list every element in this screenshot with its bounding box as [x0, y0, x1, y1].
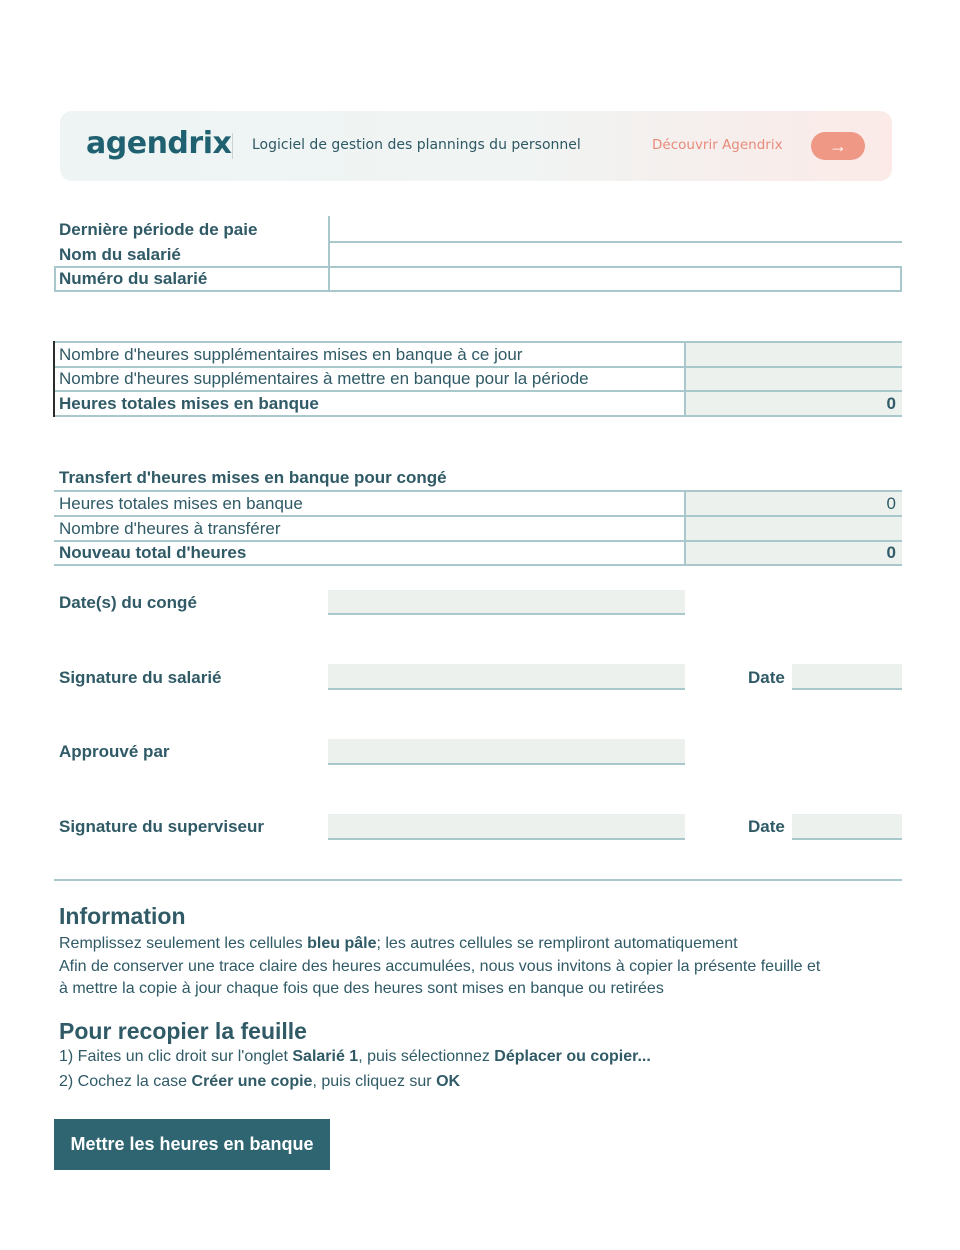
row-border: [900, 266, 902, 292]
approved-by-input[interactable]: [328, 739, 685, 765]
hours-to-transfer-label: Nombre d'heures à transférer: [59, 519, 281, 538]
supervisor-date-input[interactable]: [792, 814, 902, 840]
information-line-1: Remplissez seulement les cellules bleu pâle; les autres cellules se rempliront automatiquement: [59, 935, 738, 952]
row-divider: [330, 241, 902, 243]
left-border: [53, 341, 55, 417]
agendrix-logo[interactable]: agendrix: [86, 126, 232, 161]
discover-agendrix-link[interactable]: Découvrir Agendrix: [652, 137, 783, 153]
information-line-2: Afin de conserver une trace claire des heures accumulées, nous vous invitons à copier la présente feuille et: [59, 958, 821, 975]
column-divider: [684, 490, 686, 566]
last-pay-period-label: Dernière période de paie: [59, 220, 258, 239]
column-divider: [328, 216, 330, 292]
banked-to-date-label: Nombre d'heures supplémentaires mises en banque à ce jour: [59, 345, 523, 364]
supervisor-signature-label: Signature du superviseur: [59, 817, 264, 836]
copy-sheet-title: Pour recopier la feuille: [59, 1018, 307, 1044]
transfer-total-banked-label: Heures totales mises en banque: [59, 494, 303, 513]
copy-step-2: 2) Cochez la case Créer une copie, puis cliquez sur OK: [59, 1073, 461, 1090]
to-bank-period-label: Nombre d'heures supplémentaires à mettre en banque pour la période: [59, 369, 589, 388]
employee-signature-input[interactable]: [328, 664, 685, 690]
information-title: Information: [59, 903, 186, 929]
leave-dates-label: Date(s) du congé: [59, 593, 197, 612]
approved-by-label: Approuvé par: [59, 742, 170, 761]
new-total-label: Nouveau total d'heures: [59, 543, 247, 562]
total-banked-value: 0: [886, 394, 896, 413]
supervisor-date-label: Date: [748, 817, 785, 836]
total-banked-label: Heures totales mises en banque: [59, 394, 319, 413]
agendrix-banner[interactable]: [60, 111, 892, 181]
employee-date-input[interactable]: [792, 664, 902, 690]
copy-step-1: 1) Faites un clic droit sur l'onglet Salarié 1, puis sélectionnez Déplacer ou copier...: [59, 1048, 651, 1065]
bank-hours-button[interactable]: Mettre les heures en banque: [54, 1119, 330, 1170]
information-line-3: à mettre la copie à jour chaque fois que des heures sont mises en banque ou retirées: [59, 980, 664, 997]
employee-number-label: Numéro du salarié: [59, 269, 208, 288]
section-divider: [54, 879, 902, 881]
row-border: [54, 266, 56, 292]
arrow-right-icon[interactable]: →: [811, 132, 865, 160]
leave-dates-input[interactable]: [328, 590, 685, 615]
column-divider: [684, 341, 686, 417]
supervisor-signature-input[interactable]: [328, 814, 685, 840]
employee-name-label: Nom du salarié: [59, 245, 181, 264]
new-total-value: 0: [886, 543, 896, 562]
employee-date-label: Date: [748, 668, 785, 687]
employee-signature-label: Signature du salarié: [59, 668, 222, 687]
banner-divider: [232, 133, 233, 159]
banner-tagline: Logiciel de gestion des plannings du personnel: [252, 137, 581, 153]
transfer-title: Transfert d'heures mises en banque pour congé: [59, 468, 447, 487]
transfer-total-banked-value: 0: [886, 494, 896, 513]
